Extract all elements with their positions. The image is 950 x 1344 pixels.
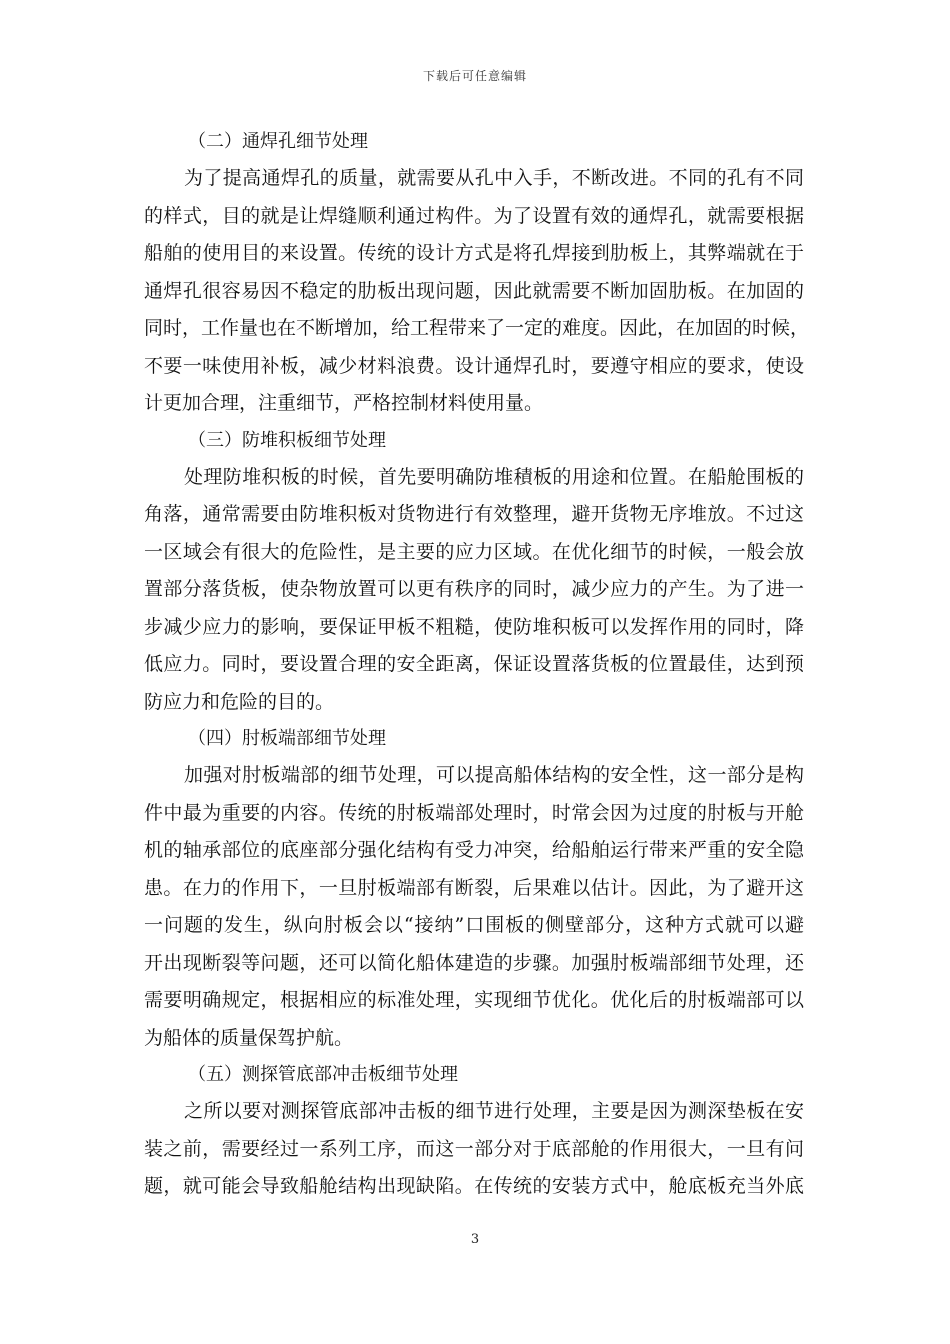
section-heading: （四）肘板端部细节处理 (188, 728, 386, 749)
paragraph-line: 不要一味使用补板，减少材料浪费。设计通焊孔时，要遵守相应的要求，使设 (144, 354, 804, 377)
paragraph-line: 之所以要对测探管底部冲击板的细节进行处理，主要是因为测深垫板在安 (184, 1100, 804, 1122)
section-heading: （二）通焊孔细节处理 (188, 131, 368, 152)
page-number: 3 (470, 1232, 480, 1247)
section-2 (144, 124, 810, 423)
paragraph-line: 为了提高通焊孔的质量，就需要从孔中入手，不断改进。不同的孔有不同 (184, 167, 804, 189)
paragraph (144, 160, 810, 423)
document-body (144, 124, 810, 1206)
paragraph-line: 需要明确规定，根据相应的标准处理，实现细节优化。优化后的肘板端部可以 (144, 989, 804, 1011)
section-heading: （五）测探管底部冲击板细节处理 (188, 1064, 458, 1085)
paragraph-line: 患。在力的作用下，一旦肘板端部有断裂，后果难以估计。因此，为了避开这 (144, 876, 804, 899)
paragraph-line: 防应力和危险的目的。 (144, 690, 335, 713)
section-heading: （三）防堆积板细节处理 (188, 429, 386, 451)
section-4 (144, 721, 804, 1057)
paragraph-line: 装之前，需要经过一系列工序，而这一部分对于底部舱的作用很大，一旦有问 (144, 1137, 804, 1160)
section-5 (144, 1057, 804, 1206)
paragraph (144, 459, 804, 722)
paragraph-line: 的样式，目的就是让焊缝顺利通过构件。为了设置有效的通焊孔，就需要根据 (144, 204, 804, 227)
paragraph-line: 计更加合理，注重细节，严格控制材料使用量。 (144, 392, 544, 414)
paragraph-line: 件中最为重要的内容。传统的肘板端部处理时，时常会因为过度的肘板与开舱 (144, 801, 804, 824)
paragraph (144, 1093, 804, 1206)
paragraph-line: 开出现断裂等问题，还可以简化船体建造的步骤。加强肘板端部细节处理，还 (144, 951, 804, 974)
paragraph-line: 为船体的质量保驾护航。 (144, 1026, 354, 1049)
paragraph-line: 加强对肘板端部的细节处理，可以提高船体结构的安全性，这一部分是构 (184, 764, 804, 786)
paragraph-line: 低应力。同时，要设置合理的安全距离，保证设置落货板的位置最佳，达到预 (144, 653, 804, 675)
section-3 (144, 423, 804, 722)
paragraph-line: 处理防堆积板的时候，首先要明确防堆積板的用途和位置。在船舱围板的 (184, 465, 804, 488)
paragraph-line: 同时，工作量也在不断增加，给工程带来了一定的难度。因此，在加固的时候， (144, 317, 810, 339)
paragraph-line: 角落，通常需要由防堆积板对货物进行有效整理，避开货物无序堆放。不过这 (144, 503, 804, 525)
header-note: 下载后可任意编辑 (422, 69, 527, 83)
paragraph-line: 置部分落货板，使杂物放置可以更有秩序的同时，减少应力的产生。为了进一 (144, 578, 804, 600)
paragraph-line: 步减少应力的影响，要保证甲板不粗糙，使防堆积板可以发挥作用的同时，降 (144, 615, 804, 638)
paragraph-line: 机的轴承部位的底座部分强化结构有受力冲突，给船舶运行带来严重的安全隐 (144, 839, 804, 861)
paragraph-line: 通焊孔很容易因不稳定的肋板出现问题，因此就需要不断加固肋板。在加固的 (144, 279, 804, 302)
paragraph-line: 船舶的使用目的来设置。传统的设计方式是将孔焊接到肋板上，其弊端就在于 (144, 242, 804, 264)
paragraph-line: 一区域会有很大的危险性，是主要的应力区域。在优化细节的时候，一般会放 (144, 540, 804, 563)
paragraph-line: 题，就可能会导致船舱结构出现缺陷。在传统的安装方式中，舱底板充当外底 (144, 1175, 804, 1197)
paragraph (144, 757, 804, 1057)
paragraph-line: 一问题的发生，纵向肘板会以“接纳”口围板的侧壁部分，这种方式就可以避 (144, 914, 804, 936)
